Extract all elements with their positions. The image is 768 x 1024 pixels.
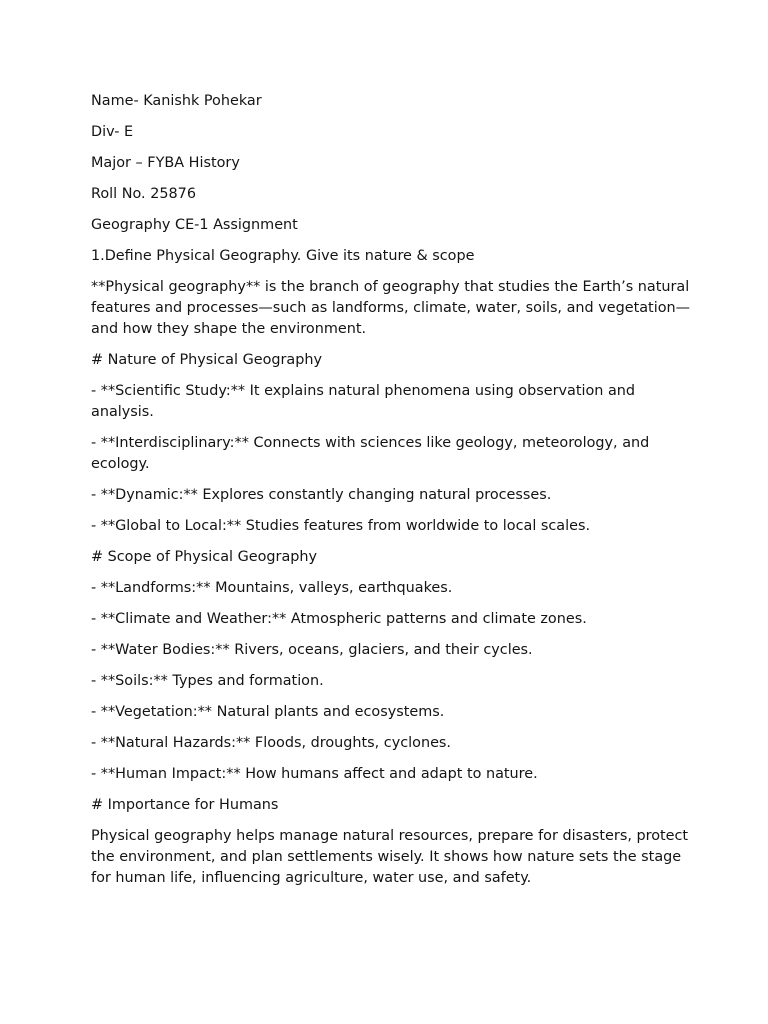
scope-item: - **Landforms:** Mountains, valleys, earthquakes. [91,580,453,596]
scope-item: - **Soils:** Types and formation. [91,673,324,689]
nature-item: - **Dynamic:** Explores constantly changing natural processes. [91,487,552,503]
student-name: Name- Kanishk Pohekar [91,93,262,109]
nature-heading: # Nature of Physical Geography [91,352,323,368]
scope-item: - **Water Bodies:** Rivers, oceans, glaciers, and their cycles. [91,642,533,658]
nature-item: - **Interdisciplinary:** Connects with sciences like geology, meteorology, and ecology. [91,435,650,472]
question-text: 1.Define Physical Geography. Give its nature & scope [91,248,475,264]
scope-item: - **Natural Hazards:** Floods, droughts, cyclones. [91,735,451,751]
scope-item: - **Human Impact:** How humans affect and adapt to nature. [91,766,538,782]
document-body [91,91,691,899]
nature-item: - **Scientific Study:** It explains natural phenomena using observation and analysis. [91,383,636,420]
student-division: Div- E [91,124,134,140]
scope-item: - **Vegetation:** Natural plants and ecosystems. [91,704,445,720]
scope-heading: # Scope of Physical Geography [91,549,318,565]
nature-item: - **Global to Local:** Studies features from worldwide to local scales. [91,518,591,534]
importance-paragraph: Physical geography helps manage natural resources, prepare for disasters, protect the environment, and plan settlements wisely. It shows how nature sets the stage for human life, influencing agriculture, water use, and safety. [91,828,689,886]
importance-heading: # Importance for Humans [91,797,279,813]
student-major: Major – FYBA History [91,155,240,171]
definition-paragraph: **Physical geography** is the branch of geography that studies the Earth’s natural features and processes—such as landforms, climate, water, soils, and vegetation—and how they shape the environment. [91,279,691,337]
scope-item: - **Climate and Weather:** Atmospheric patterns and climate zones. [91,611,587,627]
assignment-title: Geography CE-1 Assignment [91,217,298,233]
roll-number: Roll No. 25876 [91,186,196,202]
